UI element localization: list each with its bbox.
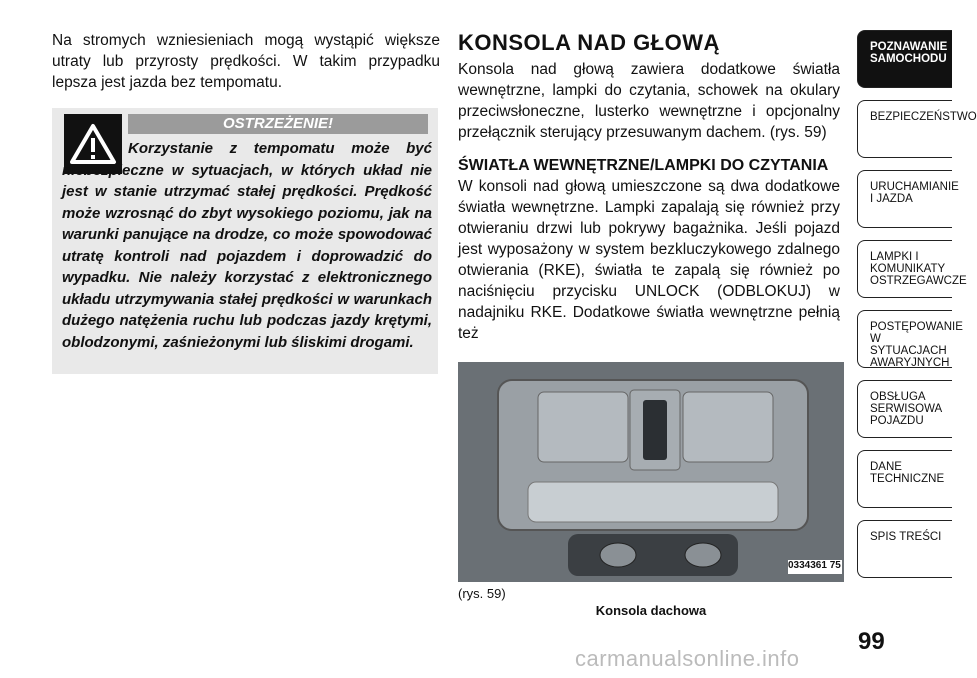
tab-poznawanie-samochodu[interactable]: POZNAWANIE SAMOCHODU xyxy=(857,30,952,88)
subsection-heading: ŚWIATŁA WEWNĘTRZNE/LAMPKI DO CZYTANIA xyxy=(458,157,829,174)
figure-caption xyxy=(458,586,844,618)
console-paragraph: Konsola nad głową zawiera dodatkowe światła wewnętrzne, lampki do czytania, schowek na okulary przeciwsłoneczne, lusterko wewnętrzne i opcjonalny przełącznik sterujący przesuwanym dachem. (rys. 59) xyxy=(458,61,840,141)
warning-title: OSTRZEŻENIE! xyxy=(128,114,428,134)
figure-title: Konsola dachowa xyxy=(595,603,707,618)
tab-lampki-i-komunikaty[interactable]: LAMPKI I KOMUNIKATY OSTRZEGAWCZE xyxy=(857,240,952,298)
tab-uruchamianie-i-jazda[interactable]: URUCHAMIANIE I JAZDA xyxy=(857,170,952,228)
warning-box xyxy=(52,108,438,374)
section-heading: KONSOLA NAD GŁOWĄ xyxy=(458,30,720,55)
right-column xyxy=(458,30,840,344)
overhead-console-photo xyxy=(458,362,844,582)
lights-paragraph: W konsoli nad głową umieszczone są dwa dodatkowe światła wewnętrzne. Lampki zapalają się również przy otwieraniu drzwi lub pokrywy bagażnika. Jeśli pojazd jest wyposażony w system bezkluczykowego zdalnego otwierania (RKE), światła te zapalą się również po naciśnięciu przycisku UNLOCK (ODBLOKUJ) w nadajniku RKE. Dodatkowe światła wewnętrzne pełnią też xyxy=(458,178,840,342)
chapter-sidebar xyxy=(857,30,977,590)
tab-dane-techniczne[interactable]: DANE TECHNICZNE xyxy=(857,450,952,508)
warning-text: Korzystanie z tempomatu może być niebezpieczne w sytuacjach, w których układ nie jest w stanie utrzymać stałej prędkości. Prędkość może wzrosnąć do zbyt wysokiego poziomu, jak na warunki panujące na drodze, co może spowodować utratę kontroli nad pojazdem i doprowadzić do wypadku. Nie należy korzystać z elektronicznego układu utrzymywania stałej prędkości w warunkach dużego natężenia ruchu lub podczas jazdy krętymi, oblodzonymi, zaśnieżonymi lub śliskimi drogami. xyxy=(62,140,432,351)
intro-paragraph: Na stromych wzniesieniach mogą wystąpić większe utraty lub przyrosty prędkości. W takim przypadku lepsza jest jazda bez tempomatu. xyxy=(52,32,440,91)
tab-obsluga-serwisowa[interactable]: OBSŁUGA SERWISOWA POJAZDU xyxy=(857,380,952,438)
watermark: carmanualsonline.info xyxy=(575,646,800,671)
page-number: 99 xyxy=(858,628,885,655)
tab-bezpieczenstwo[interactable]: BEZPIECZEŃSTWO xyxy=(857,100,952,158)
figure-number: (rys. 59) xyxy=(458,586,506,601)
tab-spis-tresci[interactable]: SPIS TREŚCI xyxy=(857,520,952,578)
figure-code: 0334361 75 xyxy=(788,560,841,571)
left-column xyxy=(52,30,440,93)
tab-postepowanie-awaryjne[interactable]: POSTĘPOWANIE W SYTUACJACH AWARYJNYCH xyxy=(857,310,952,368)
